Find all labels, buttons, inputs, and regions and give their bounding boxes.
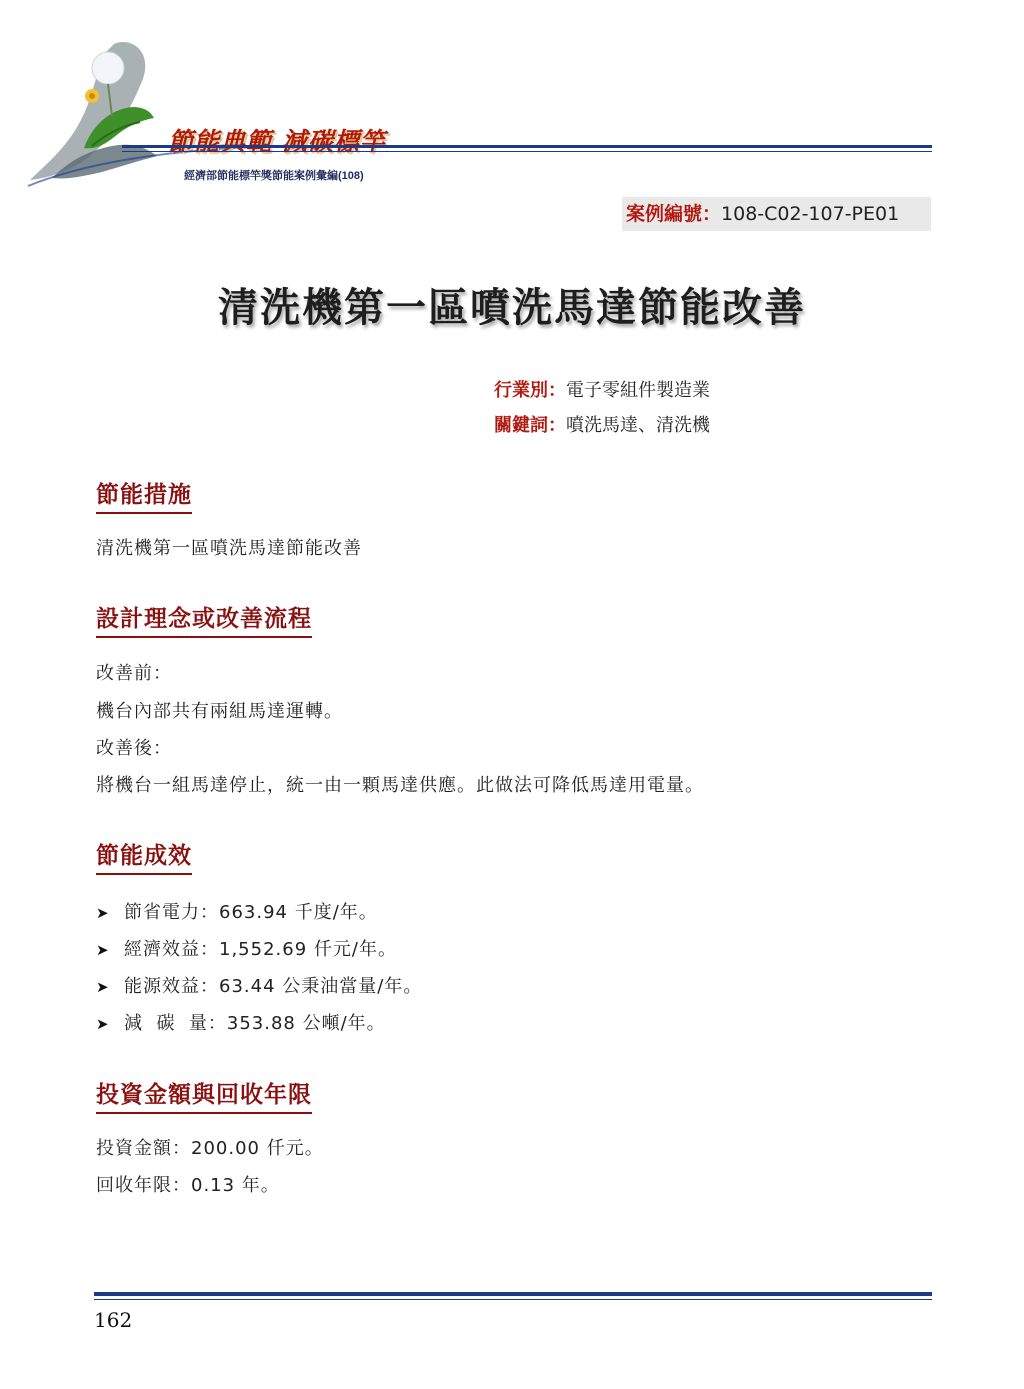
case-number-box <box>622 197 931 231</box>
result-item: ➤ 能源效益：63.44 公秉油當量/年。 <box>96 976 423 997</box>
header-rule <box>122 145 932 152</box>
keywords-value: 噴洗馬達、清洗機 <box>566 415 710 436</box>
result-item: ➤ 經濟效益：1,552.69 仟元/年。 <box>96 939 397 960</box>
arrow-bullet-icon: ➤ <box>96 904 110 922</box>
section-heading-investment: 投資金額與回收年限 <box>96 1076 312 1114</box>
footer-rule <box>94 1292 932 1300</box>
section-heading-design: 設計理念或改善流程 <box>96 600 312 638</box>
arrow-bullet-icon: ➤ <box>96 941 110 959</box>
keywords-label: 關鍵詞： <box>494 415 566 436</box>
design-line: 改善後： <box>96 738 172 759</box>
page-number: 162 <box>94 1308 133 1332</box>
publication-logo <box>22 38 402 188</box>
section-heading-results: 節能成效 <box>96 837 192 875</box>
taiwan-leaf-logo-icon <box>22 38 402 188</box>
investment-line: 回收年限：0.13 年。 <box>96 1175 280 1196</box>
design-line: 改善前： <box>96 663 172 684</box>
investment-line: 投資金額：200.00 仟元。 <box>96 1138 324 1159</box>
measures-text: 清洗機第一區噴洗馬達節能改善 <box>96 538 362 559</box>
industry-row <box>494 376 710 402</box>
design-line: 將機台一組馬達停止，統一由一顆馬達供應。此做法可降低馬達用電量。 <box>96 775 704 796</box>
industry-value: 電子零組件製造業 <box>566 380 710 401</box>
section-heading-measures: 節能措施 <box>96 476 192 514</box>
logo-subtitle: 經濟部節能標竿獎節能案例彙編(108) <box>184 170 364 182</box>
result-item: ➤ 減 碳 量：353.88 公噸/年。 <box>96 1013 386 1034</box>
arrow-bullet-icon: ➤ <box>96 1015 110 1033</box>
case-number-value: 108-C02-107-PE01 <box>721 203 900 225</box>
arrow-bullet-icon: ➤ <box>96 978 110 996</box>
design-line: 機台內部共有兩組馬達運轉。 <box>96 701 343 722</box>
logo-title: 節能典範 減碳標竿 <box>168 127 386 156</box>
page-title: 清洗機第一區噴洗馬達節能改善 <box>218 285 806 331</box>
industry-label: 行業別： <box>494 380 566 401</box>
keywords-row <box>494 411 710 437</box>
result-item: ➤ 節省電力：663.94 千度/年。 <box>96 902 378 923</box>
case-number-label: 案例編號： <box>626 203 722 225</box>
